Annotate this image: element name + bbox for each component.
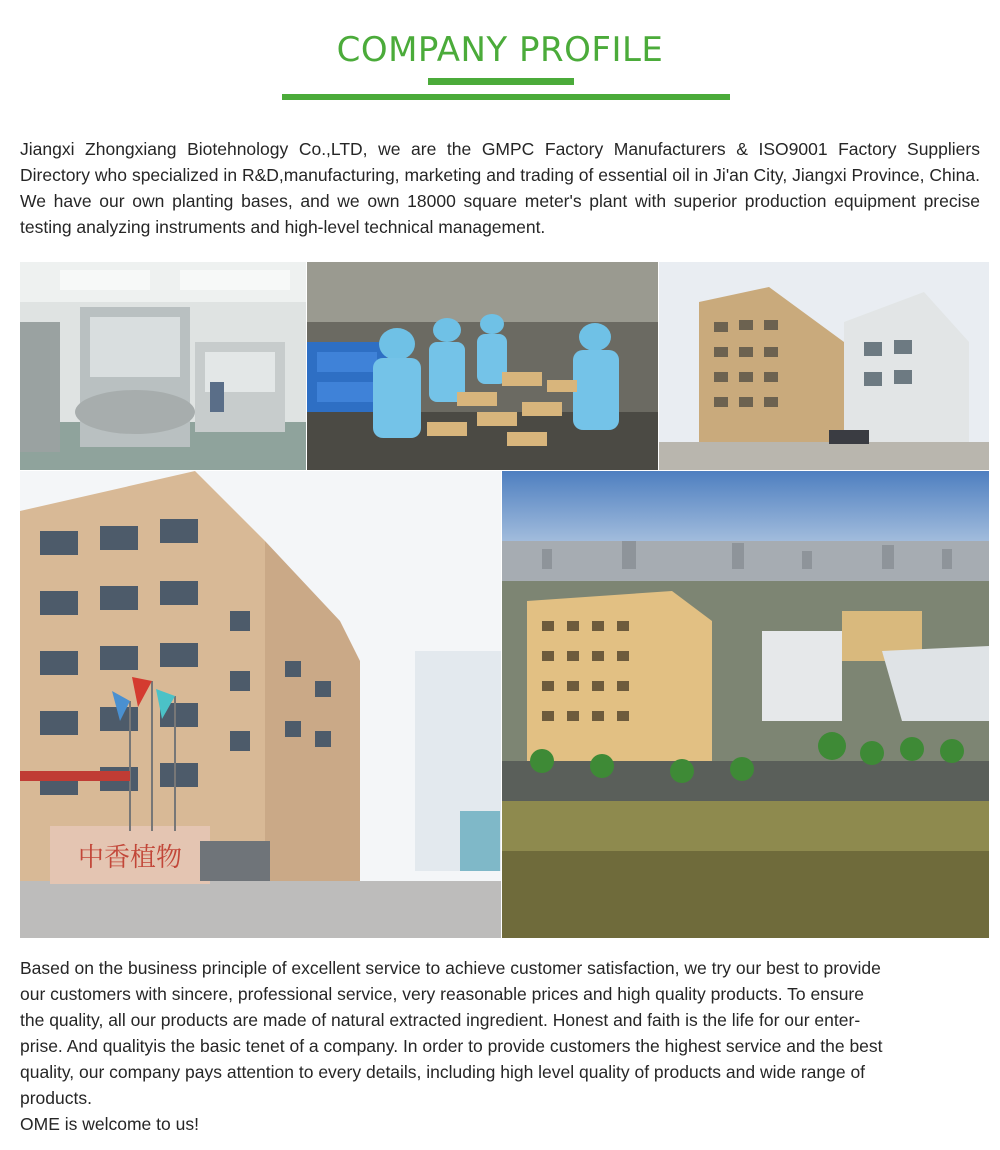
closing-line: our customers with sincere, professional service, very reasonable prices and high quality products. To ensure [20,984,864,1004]
photo-factory-buildings [659,262,989,470]
photo-workers-assembling-boxes [307,262,658,470]
photo-production-machinery [20,262,306,470]
closing-line: Based on the business principle of excellent service to achieve customer satisfaction, we try our best to provide [20,958,881,978]
photo-office-building-with-flags [20,471,501,938]
closing-line: products. [20,1088,92,1108]
closing-line: OME is welcome to us! [20,1114,199,1134]
closing-line: the quality, all our products are made of natural extracted ingredient. Honest and faith is the life for our enter- [20,1010,861,1030]
title-underline-long [282,94,730,100]
closing-line: prise. And qualityis the basic tenet of a company. In order to provide customers the highest service and the best [20,1036,883,1056]
closing-line: quality, our company pays attention to every details, including high level quality of products and wide range of [20,1062,866,1082]
intro-paragraph: Jiangxi Zhongxiang Biotehnology Co.,LTD, we are the GMPC Factory Manufacturers & ISO9001 Factory Suppliers Directory who specialized in R&D,manufacturing, marketing and trading of essential oil in Ji'an City, Jiangxi Province, China. We have our own planting bases, and we own 18000 square meter's plant with superior production equipment precise testing analyzing instruments and high-level technical management. [20,139,980,237]
page-title: COMPANY PROFILE [336,30,664,70]
building-sign-text: 中香植物 [77,843,183,873]
photo-aerial-factory-campus [502,471,989,938]
title-underline-short [428,78,574,85]
closing-paragraph [20,955,980,1137]
